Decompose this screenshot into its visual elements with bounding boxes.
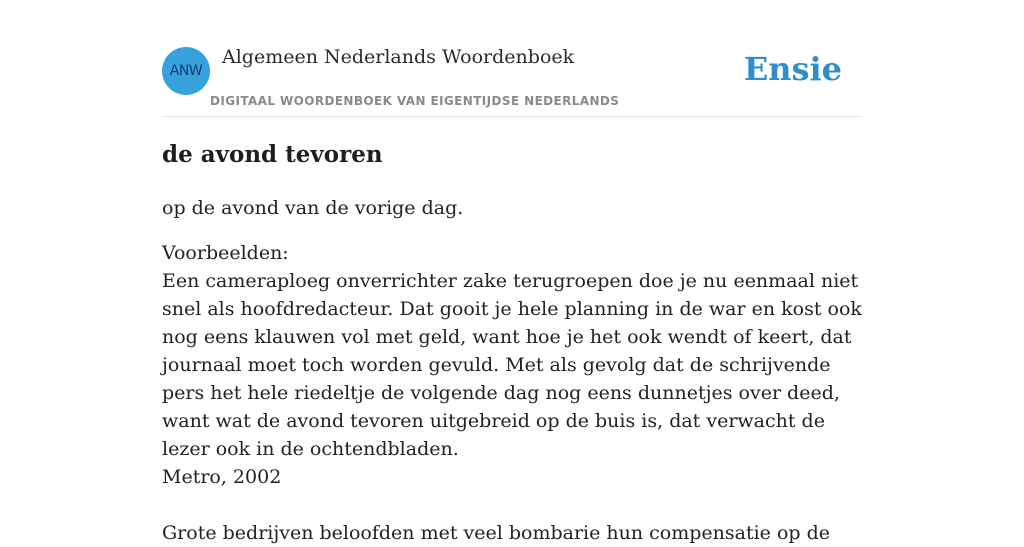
ensie-logo[interactable]: Ensie	[743, 50, 842, 88]
example-text: Grote bedrijven beloofden met veel bombarie hun compensatie op de	[162, 522, 831, 544]
site-header	[162, 0, 862, 117]
anw-logo[interactable]: ANW	[162, 47, 210, 95]
dictionary-title[interactable]: Algemeen Nederlands Woordenboek	[222, 46, 575, 68]
examples-label: Voorbeelden:	[162, 242, 289, 264]
entry-definition: op de avond van de vorige dag.	[162, 197, 464, 219]
examples-section	[162, 239, 862, 547]
dictionary-subtitle: DIGITAAL WOORDENBOEK VAN EIGENTIJDSE NEDERLANDS	[210, 94, 620, 108]
entry-headword: de avond tevoren	[162, 141, 383, 168]
example-spacer	[162, 491, 862, 519]
entry-content	[162, 140, 862, 547]
example-text: Een cameraploeg onverrichter zake terugroepen doe je nu eenmaal niet snel als hoofdredacteur. Dat gooit je hele planning in de war en kost ook nog eens klauwen vol met geld, want hoe je het ook wendt of keert, dat journaal moet toch worden gevuld. Met als gevolg dat de schrijvende pers het hele riedeltje de volgende dag nog eens dunnetjes over deed, want wat de avond tevoren uitgebreid op de buis is, dat verwacht de lezer ook in de ochtendbladen.	[162, 270, 862, 460]
example-source: Metro, 2002	[162, 466, 282, 488]
